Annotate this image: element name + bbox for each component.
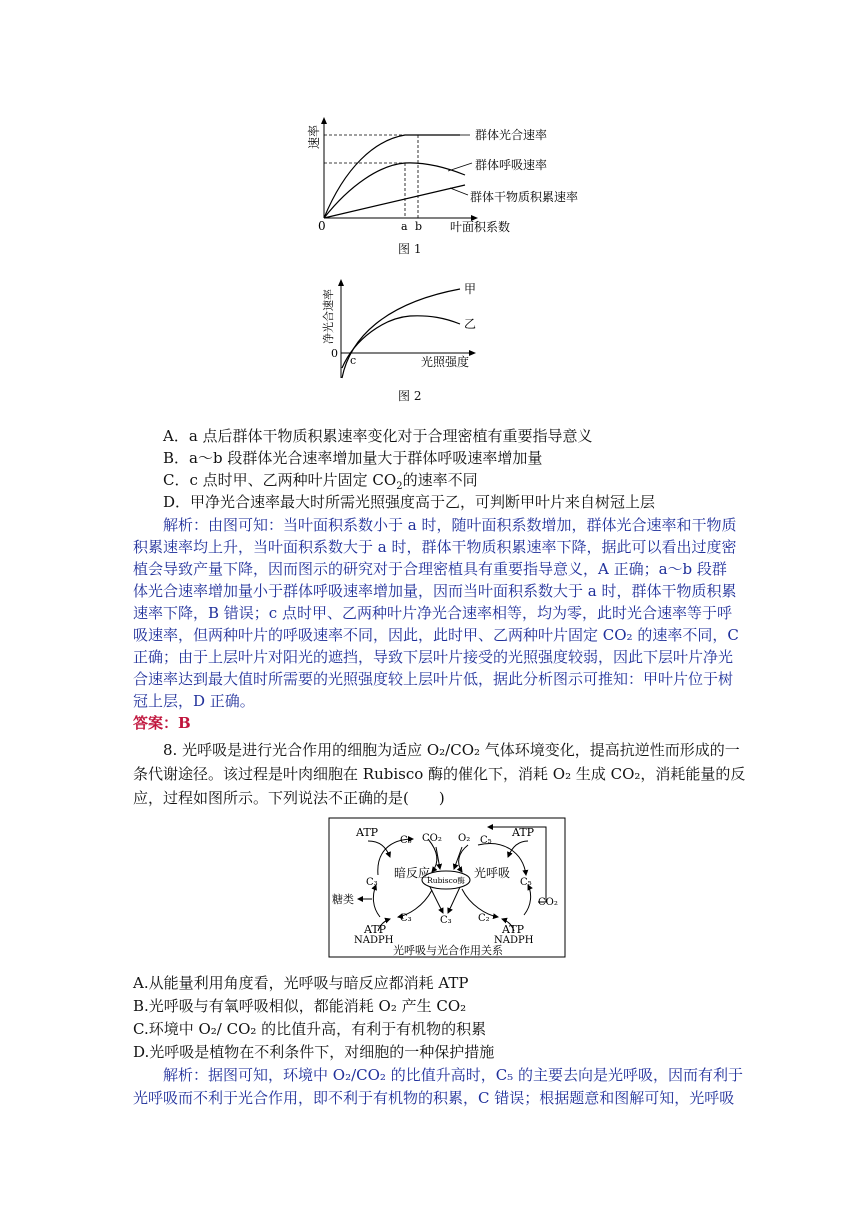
fig1-y-arrow (321, 117, 327, 124)
q7-option-c (163, 469, 478, 491)
fig1-legend-resp: 群体呼吸速率 (475, 158, 548, 172)
atp-left: ATP (356, 826, 379, 839)
q7-exp-4: 速率下降，B 错误；c 点时甲、乙两种叶片净光合速率相等，均为零，此时光合速率等于呼 (133, 604, 732, 622)
o2-top: O₂ (458, 833, 471, 844)
fig2-mark-c: c (350, 354, 357, 367)
rubisco-label: Rubisco酶 (427, 876, 465, 885)
atp-lower-right: ATP (502, 923, 525, 936)
fig1-xlabel: 叶面积系数 (450, 220, 511, 234)
c5-left: C₅ (400, 835, 412, 846)
fig1-legend-dry: 群体干物质积累速率 (470, 190, 579, 204)
q8-option-a: A.从能量利用角度看，光呼吸与暗反应都消耗 ATP (133, 974, 469, 992)
fig1-leader-resp (448, 163, 472, 171)
q7-exp-3: 体光合速率增加量小于群体呼吸速率增加量，因而当叶面积系数大于 a 时，群体干物质积累 (133, 582, 737, 600)
fig2-label-yi: 乙 (464, 317, 477, 331)
co2-right: CO₂ (538, 897, 558, 908)
q7-exp-0: 解析：由图可知：当叶面积系数小于 a 时，随叶面积系数增加，群体光合速率和干物质 (163, 516, 737, 534)
c3-lower-left: C₃ (400, 913, 412, 924)
q7-exp-8: 冠上层，D 正确。 (133, 692, 255, 710)
nadph-lower-left: NADPH (354, 935, 394, 946)
q8-option-b: B.光呼吸与有氧呼吸相似，都能消耗 O₂ 产生 CO₂ (133, 997, 467, 1015)
q8-stem-1: 条代谢途径。该过程是叶肉细胞在 Rubisco 酶的催化下，消耗 O₂ 生成 CO₂，消耗能量的反 (133, 765, 746, 783)
figure-1 (300, 115, 600, 240)
q7-option-b: B．a～b 段群体光合速率增加量大于群体呼吸速率增加量 (163, 449, 543, 467)
dark-reaction-label: 暗反应 (394, 866, 431, 880)
q7-option-c-pre: C．c 点时甲、乙两种叶片固定 CO (163, 471, 397, 489)
q7-option-d: D．甲净光合速率最大时所需光照强度高于乙，可判断甲叶片来自树冠上层 (163, 493, 656, 511)
photorespiration-diagram (328, 817, 568, 959)
c5-right: C₅ (480, 835, 492, 846)
q7-option-c-post: 的速率不同 (402, 471, 478, 489)
figure-2 (315, 278, 490, 383)
q8-option-d: D.光呼吸是植物在不利条件下，对细胞的一种保护措施 (133, 1043, 495, 1061)
fig2-caption: 图 2 (398, 389, 422, 403)
diagram-caption: 光呼吸与光合作用关系 (393, 944, 503, 957)
q7-exp-5: 吸速率，但两种叶片的呼吸速率不同，因此，此时甲、乙两种叶片固定 CO₂ 的速率不同，C (133, 626, 739, 644)
sugar-label: 糖类 (332, 893, 354, 906)
fig1-leader-dry (450, 188, 468, 195)
q7-option-a: A．a 点后群体干物质积累速率变化对于合理密植有重要指导意义 (163, 427, 593, 445)
q7-exp-1: 积累速率均上升，当叶面积系数大于 a 时，群体干物质积累速率下降，据此可以看出过度密 (133, 538, 737, 556)
fig1-dry-curve (324, 185, 465, 218)
atp-lower-left: ATP (364, 923, 387, 936)
q7-exp-7: 合速率达到最大值时所需要的光照强度较上层叶片低，据此分析图示可推知：甲叶片位于树 (133, 670, 734, 688)
q8-exp-1: 光呼吸而不利于光合作用，即不利于有机物的积累，C 错误；根据题意和图解可知，光呼吸 (133, 1089, 735, 1107)
c5-right-mid: C₅ (520, 877, 532, 888)
co2-top: CO₂ (422, 833, 442, 844)
q8-stem-0: 8. 光呼吸是进行光合作用的细胞为适应 O₂/CO₂ 气体环境变化，提高抗逆性而形成的一 (163, 741, 740, 759)
fig2-x-arrow (469, 350, 476, 356)
q8-exp-0: 解析：据图可知，环境中 O₂/CO₂ 的比值升高时，C₅ 的主要去向是光呼吸，因而有利于 (163, 1066, 743, 1084)
fig2-ylabel: 净光合速率 (322, 289, 335, 344)
atp-right: ATP (512, 826, 535, 839)
fig1-caption: 图 1 (398, 242, 422, 256)
fig1-photo-curve (324, 135, 460, 218)
q7-option-c-sub: 2 (396, 481, 403, 492)
fig2-xlabel: 光照强度 (421, 355, 470, 369)
q7-exp-2: 植会导致产量下降，因而图示的研究对于合理密植具有重要指导意义，A 正确；a～b 段群 (133, 560, 727, 578)
c3-lower-mid: C₃ (440, 915, 452, 926)
fig2-origin: 0 (331, 347, 338, 360)
fig1-origin: 0 (318, 219, 326, 233)
fig2-label-jia: 甲 (464, 282, 477, 296)
fig2-y-arrow (338, 279, 344, 286)
photoresp-label: 光呼吸 (474, 866, 511, 880)
fig1-ylabel: 速率 (307, 124, 321, 149)
fig1-mark-a: a (401, 220, 408, 233)
q8-stem-2: 应，过程如图所示。下列说法不正确的是( ) (133, 789, 445, 807)
q7-answer: 答案：B (133, 714, 191, 732)
c3-left: C₃ (366, 877, 378, 888)
c2-lower: C₂ (478, 913, 490, 924)
nadph-lower-right: NADPH (494, 935, 534, 946)
q8-option-c: C.环境中 O₂/ CO₂ 的比值升高，有利于有机物的积累 (133, 1020, 487, 1038)
fig1-legend-photo: 群体光合速率 (475, 128, 548, 142)
fig1-mark-b: b (415, 220, 423, 233)
q7-exp-6: 正确；由于上层叶片对阳光的遮挡，导致下层叶片接受的光照强度较弱，因此下层叶片净光 (133, 648, 734, 666)
